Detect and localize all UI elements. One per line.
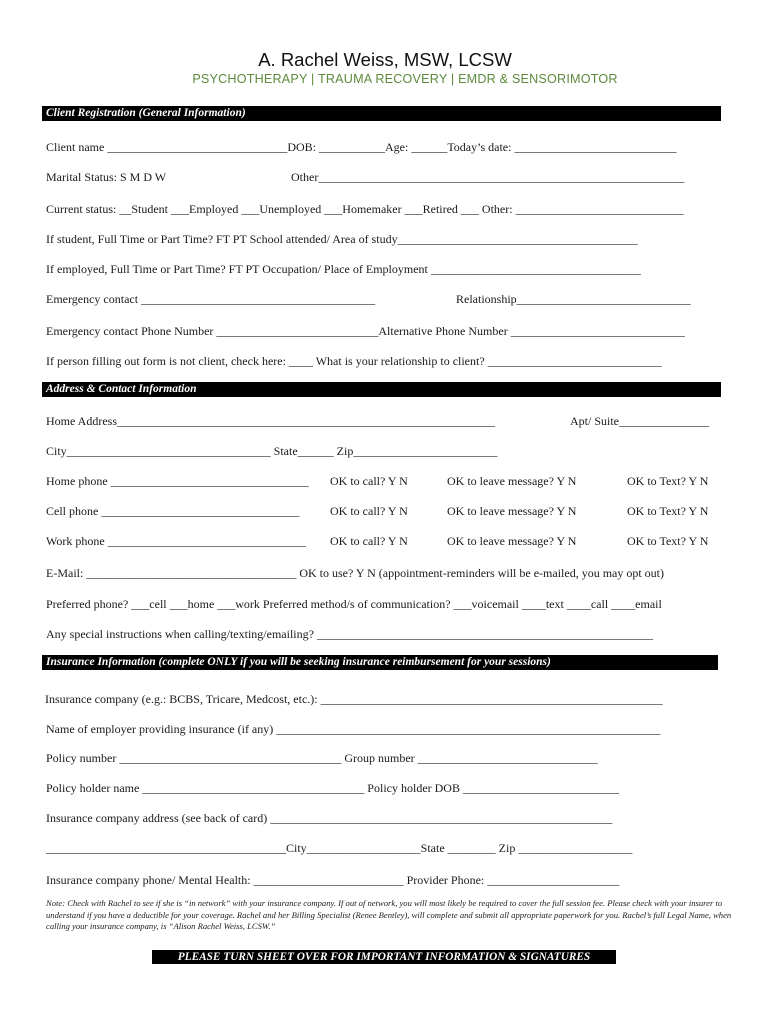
special-instructions-line[interactable]: Any special instructions when calling/texting/emailing? ________________________________________________________ <box>46 627 653 641</box>
home-address-line[interactable]: Home Address_______________________________________________________________ <box>46 414 495 428</box>
home-phone-line[interactable]: Home phone _________________________________ <box>46 474 309 488</box>
work-ok-call[interactable]: OK to call? Y N <box>330 534 408 548</box>
work-ok-text[interactable]: OK to Text? Y N <box>627 534 709 548</box>
policy-holder-line[interactable]: Policy holder name _____________________________________ Policy holder DOB __________________________ <box>46 781 619 795</box>
insurance-note: Note: Check with Rachel to see if she is “in network” with your insurance company. If out of network, you will most likely be required to cover the full session fee. Please check with your insurer to understand if you have a deductible for your coverage. Rachel and her Billing Specialist (Renee Bentley), will complete and submit all appropriate paperwork for you. Rachel’s full Legal Name, when calling your insurance company, is “Alison Rachel Weiss, LCSW.” <box>46 898 732 931</box>
city-state-zip-line[interactable]: City__________________________________ State______ Zip________________________ <box>46 444 498 458</box>
insurance-address-line[interactable]: Insurance company address (see back of card) _________________________________________________________ <box>46 811 613 825</box>
current-status-line[interactable]: Current status: __Student ___Employed ___Unemployed ___Homemaker ___Retired ___ Other: ____________________________ <box>46 202 684 216</box>
cell-ok-text[interactable]: OK to Text? Y N <box>627 504 709 518</box>
student-line[interactable]: If student, Full Time or Part Time? FT PT School attended/ Area of study________________________________________ <box>46 232 638 246</box>
section-bar-address <box>42 382 721 397</box>
section-title-client: Client Registration (General Information) <box>46 107 246 119</box>
client-name-line[interactable]: Client name ______________________________DOB: ___________Age: ______Today’s date: ___________________________ <box>46 140 677 154</box>
apt-suite-line[interactable]: Apt/ Suite_______________ <box>570 414 710 428</box>
home-ok-text[interactable]: OK to Text? Y N <box>627 474 709 488</box>
section-title-address: Address & Contact Information <box>46 383 197 395</box>
marital-status-line[interactable]: Marital Status: S M D W <box>46 170 167 184</box>
home-ok-call[interactable]: OK to call? Y N <box>330 474 408 488</box>
section-title-insurance: Insurance Information (complete ONLY if you will be seeking insurance reimbursement for your sessions) <box>46 656 551 668</box>
cell-ok-message[interactable]: OK to leave message? Y N <box>447 504 577 518</box>
footer-banner: PLEASE TURN SHEET OVER FOR IMPORTANT INFORMATION & SIGNATURES <box>152 950 616 964</box>
marital-other-line[interactable]: Other_____________________________________________________________ <box>291 170 685 184</box>
filling-out-line[interactable]: If person filling out form is not client, check here: ____ What is your relationship to client? _____________________________ <box>46 354 662 368</box>
work-phone-line[interactable]: Work phone _________________________________ <box>46 534 306 548</box>
section-bar-insurance <box>42 655 718 670</box>
emergency-contact-line[interactable]: Emergency contact _______________________________________ <box>46 292 376 306</box>
cell-ok-call[interactable]: OK to call? Y N <box>330 504 408 518</box>
page-subtitle: PSYCHOTHERAPY | TRAUMA RECOVERY | EMDR & SENSORIMOTOR <box>192 72 618 86</box>
employer-line[interactable]: Name of employer providing insurance (if any) ________________________________________________________________ <box>46 722 661 736</box>
cell-phone-line[interactable]: Cell phone _________________________________ <box>46 504 300 518</box>
email-line[interactable]: E-Mail: ___________________________________ OK to use? Y N (appointment-reminders will be e-mailed, you may opt out) <box>46 566 665 580</box>
relationship-line[interactable]: Relationship_____________________________ <box>456 292 691 306</box>
policy-number-line[interactable]: Policy number _____________________________________ Group number ______________________________ <box>46 751 598 765</box>
section-bar-client <box>42 106 721 121</box>
page-title: A. Rachel Weiss, MSW, LCSW <box>258 49 512 70</box>
employed-line[interactable]: If employed, Full Time or Part Time? FT PT Occupation/ Place of Employment ___________________________________ <box>46 262 641 276</box>
emergency-phone-line[interactable]: Emergency contact Phone Number ___________________________Alternative Phone Number _____________________________ <box>46 324 685 338</box>
insurance-company-line[interactable]: Insurance company (e.g.: BCBS, Tricare, Medcost, etc.): _________________________________________________________ <box>45 692 663 706</box>
insurance-city-state-zip-line[interactable]: ________________________________________City___________________State ________ Zip ___________________ <box>46 841 633 855</box>
home-ok-message[interactable]: OK to leave message? Y N <box>447 474 577 488</box>
preferred-phone-line[interactable]: Preferred phone? ___cell ___home ___work Preferred method/s of communication? ___voicemail ____text ____call ____email <box>46 597 662 611</box>
insurance-phone-line[interactable]: Insurance company phone/ Mental Health: _________________________ Provider Phone: ______________________ <box>46 873 620 887</box>
work-ok-message[interactable]: OK to leave message? Y N <box>447 534 577 548</box>
